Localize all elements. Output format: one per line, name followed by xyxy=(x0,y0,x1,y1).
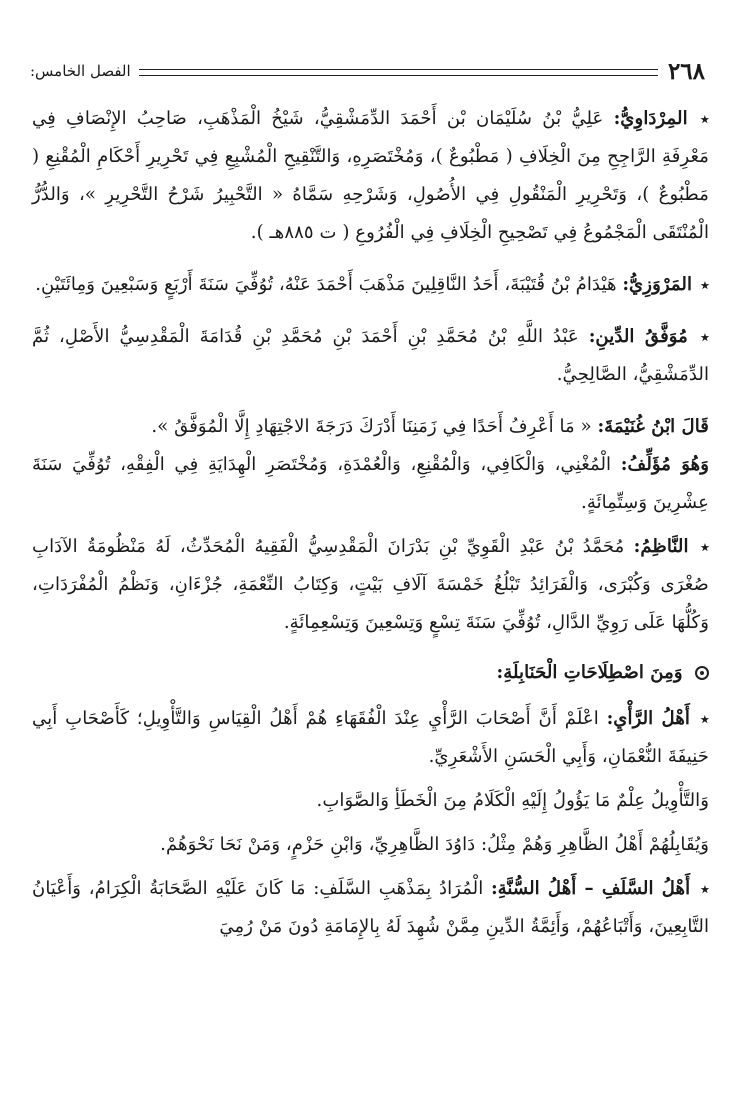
term-ahl-al-salaf xyxy=(32,870,709,946)
term-text: وَيُقَابِلُهُمْ أَهْلُ الظَّاهِرِ وَهُمْ مِثْلُ: دَاوُدَ الظَّاهِرِيِّ، وَابْنِ حَزْمٍ، وَمَنْ نَحَا نَحْوَهُمْ. xyxy=(160,834,709,855)
term-text: الْمُرَادُ بِمَذْهَبِ السَّلَفِ: مَا كَانَ عَلَيْهِ الصَّحَابَةُ الْكِرَامُ، وَأَعْيَانُ التَّابِعِينَ، وَأَتْبَاعُهُمْ، وَأَئِمَّةُ الدِّينِ مِمَّنْ شُهِدَ لَهُ بِالإِمَامَةِ دُونَ مَنْ رُمِيَ xyxy=(32,878,709,937)
header-rule xyxy=(139,69,658,76)
entry-term: وَهُوَ مُؤَلِّفُ: xyxy=(620,454,709,475)
bullet-icon: ٭ xyxy=(700,328,710,346)
entry-term: مُوَفَّقُ الدِّينِ: xyxy=(588,326,688,347)
term-ahl-al-ray xyxy=(32,700,709,776)
entry-term: قَالَ ابْنُ غُنَيْمَةَ: xyxy=(597,416,709,437)
entry-marwazi xyxy=(32,266,709,304)
chapter-title: الفصل الخامس: xyxy=(30,62,131,80)
entry-text: هَيْدَامُ بْنُ قُتَيْبَةَ، أَحَدُ النَّاقِلِينَ مَذْهَبَ أَحْمَدَ عَنْهُ، تُوُفِّيَ سَنَةَ أَرْبَعٍ وَسَبْعِينَ وَمِائَتَيْنِ. xyxy=(35,274,617,295)
term-title: أَهْلُ السَّلَفِ – أَهْلُ السُّنَّةِ: xyxy=(490,878,691,899)
entry-text: الْمُغْنِي، وَالْكَافِي، وَالْمُقْنِعِ، وَالْعُمْدَةِ، وَمُخْتَصَرِ الْهِدَايَةِ فِي الْفِقْهِ، تُوُفِّيَ سَنَةَ عِشْرِينَ وَسِتِّمِائَةٍ. xyxy=(32,454,709,513)
term-text: وَالتَّأْوِيلُ عِلْمٌ مَا يَؤُولُ إِلَيْهِ الْكَلَامُ مِنَ الْخَطَأِ وَالصَّوَابِ. xyxy=(316,790,709,811)
bullet-icon: ٭ xyxy=(700,880,709,898)
bullet-icon: ٭ xyxy=(700,538,709,556)
term-tawil-definition xyxy=(32,782,709,820)
term-text: اعْلَمْ أَنَّ أَصْحَابَ الرَّأْيِ عِنْدَ الْفُقَهَاءِ هُمْ أَهْلُ الْقِيَاسِ وَالتَّأْوِيلِ؛ كَأَصْحَابِ أَبِي حَنِيفَةَ النُّعْمَانِ، وَأَبِي الْحَسَنِ الأَشْعَرِيِّ. xyxy=(32,708,709,767)
running-header xyxy=(30,54,705,88)
bullet-icon: ٭ xyxy=(700,110,709,128)
entry-quote-ibn-ghunayma xyxy=(32,408,709,522)
section-heading xyxy=(32,656,709,690)
entry-text: « مَا أَعْرِفُ أَحَدًا فِي زَمَنِنَا أَدْرَكَ دَرَجَةَ الاجْتِهَادِ إِلَّا الْمُوَفَّقُ ». xyxy=(151,416,592,437)
entry-term: المَرْوَزِيُّ: xyxy=(622,274,693,295)
bullet-icon: ٭ xyxy=(700,276,709,294)
entry-mardawi xyxy=(32,100,709,252)
section-heading-text: وَمِنَ اصْطِلَاحَاتِ الْحَنَابِلَةِ: xyxy=(496,662,683,683)
entry-nazim xyxy=(32,528,709,642)
page-body xyxy=(32,100,709,960)
bullet-icon: ٭ xyxy=(700,710,709,728)
entry-term: النَّاظِمُ: xyxy=(633,536,689,557)
page-number: ٢٦٨ xyxy=(667,57,705,85)
entry-text: مُحَمَّدُ بْنُ عَبْدِ الْقَوِيِّ بْنِ بَدْرَانَ الْمَقْدِسِيُّ الْفَقِيهُ الْمُحَدِّثُ، لَهُ مَنْظُومَةُ الآدَابِ صُغْرَى وَكُبْرَى، وَالْفَرَائِدُ تَبْلُغُ خَمْسَةَ آلَافِ بَيْتٍ، وَكِتَابُ النِّعْمَةِ، جُزْءَانِ، وَنَظْمُ الْمُفْرَدَاتِ، وَكُلُّهَا عَلَى رَوِيِّ الدَّالِ، تُوُفِّيَ سَنَةَ تِسْعٍ وَتِسْعِينَ وَتِسْعِمِائَةٍ. xyxy=(32,536,709,633)
entry-text: عَبْدُ اللَّهِ بْنُ مُحَمَّدِ بْنِ أَحْمَدَ بْنِ مُحَمَّدِ بْنِ قُدَامَةَ الْمَقْدِسِيُّ الأَصْلِ، ثُمَّ الدِّمَشْقِيُّ، الصَّالِحِيُّ. xyxy=(32,326,709,385)
term-title: أَهْلُ الرَّأْيِ: xyxy=(606,708,690,729)
entry-text: عَلِيُّ بْنُ سُلَيْمَان بْن أَحْمَدَ الدِّمَشْقِيُّ، شَيْخُ الْمَذْهَبِ، صَاحِبُ الإِنْصَافِ فِي مَعْرِفَةِ الرَّاجِحِ مِنَ الْخِلَافِ ( مَطْبُوعٌ )، وَمُخْتَصَرِهِ، وَالتَّنْقِيحِ الْمُشْبِعِ فِي تَحْرِيرِ أَحْكَامِ الْمُقْنِعِ ( مَطْبُوعٌ )، وَتَحْرِيرِ الْمَنْقُولِ فِي الأُصُولِ، وَشَرْحِهِ سَمَّاهُ « التَّحْبِيرُ شَرْحُ التَّحْرِيرِ »، وَالدُّرُّ الْمُنْتَقَى الْمَجْمُوعُ فِي تَصْحِيحِ الْخِلَافِ فِي الْفُرُوعِ ( ت ٨٨٥هـ ). xyxy=(32,108,709,243)
term-ahl-al-zahir xyxy=(32,826,709,864)
entry-muwaffaq xyxy=(32,318,709,394)
entry-term: المِرْدَاوِيُّ: xyxy=(613,108,688,129)
ornament-icon xyxy=(695,666,709,680)
